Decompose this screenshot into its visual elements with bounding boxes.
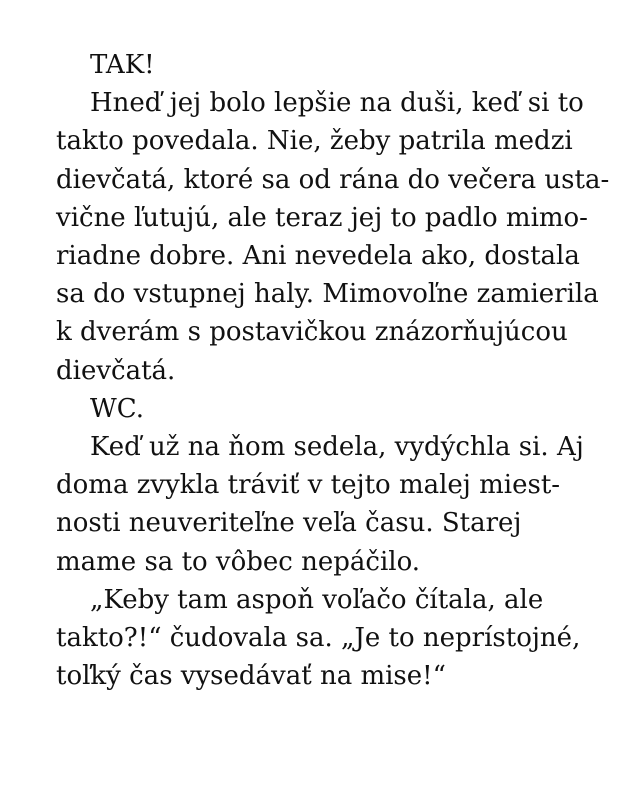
text-line: dievčatá, ktoré sa od rána do večera usta-: [56, 164, 610, 195]
text-line: doma zvykla tráviť v tejto malej miest-: [56, 470, 561, 501]
text-line: riadne dobre. Ani nevedela ako, dostala: [56, 241, 580, 272]
text-line: Hneď jej bolo lepšie na duši, keď si to: [90, 88, 584, 119]
text-line: mame sa to vôbec nepáčilo.: [56, 546, 421, 577]
text-line: k dverám s postavičkou znázorňujúcou: [56, 317, 568, 348]
text-line: Keď už na ňom sedela, vydýchla si. Aj: [90, 432, 584, 463]
text-line: takto?!“ čudovala sa. „Je to neprístojné,: [56, 623, 581, 654]
text-line: vične ľutujú, ale teraz jej to padlo mimo-: [56, 202, 588, 233]
text-line: TAK!: [90, 50, 155, 80]
text-line: nosti neuveriteľne veľa času. Starej: [56, 508, 522, 539]
text-line: toľký čas vysedávať na mise!“: [56, 661, 446, 692]
text-page: [56, 46, 610, 695]
text-line: takto povedala. Nie, žeby patrila medzi: [56, 126, 573, 157]
text-line: sa do vstupnej haly. Mimovoľne zamierila: [56, 279, 599, 310]
text-line: dievčatá.: [56, 355, 176, 386]
text-line: WC.: [90, 393, 144, 424]
text-line: „Keby tam aspoň voľačo čítala, ale: [90, 584, 544, 615]
